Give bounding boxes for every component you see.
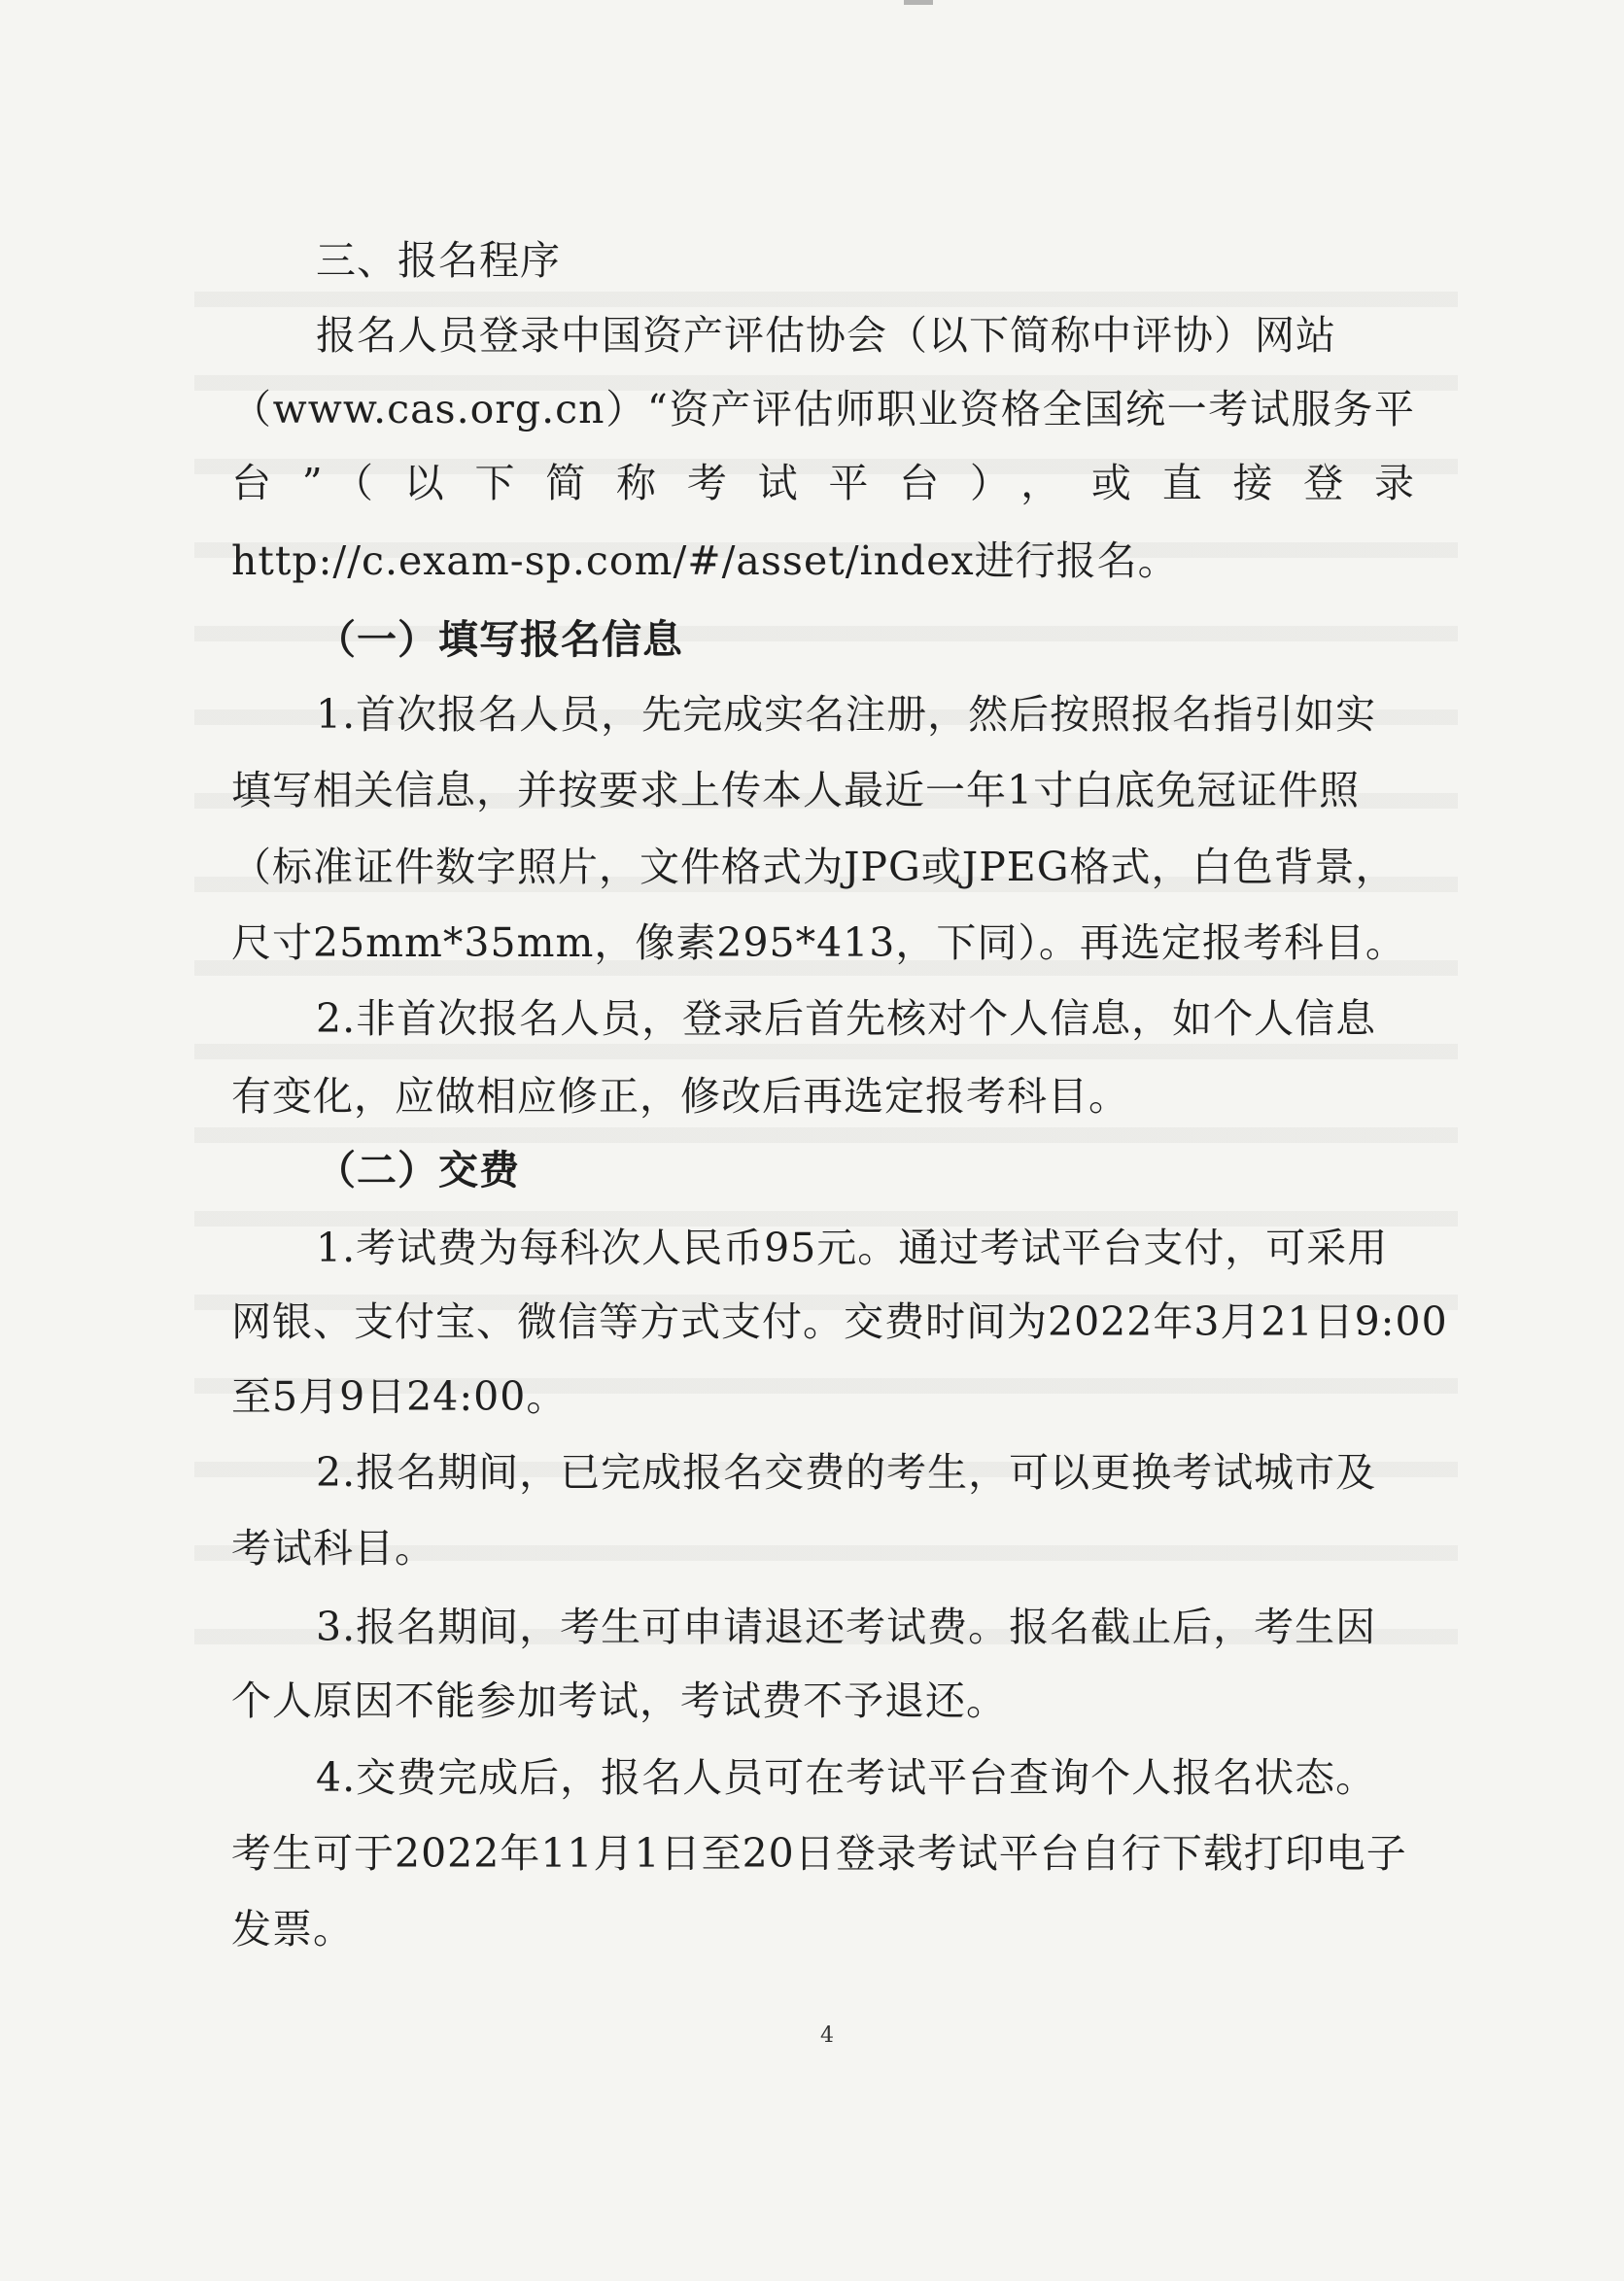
- subsection-title-fill-info: （一）填写报名信息: [316, 616, 683, 663]
- section-title: 三、报名程序: [316, 237, 561, 284]
- payment-line-4: 2.报名期间，已完成报名交费的考生，可以更换考试城市及: [316, 1449, 1377, 1496]
- payment-line-8: 4.交费完成后，报名人员可在考试平台查询个人报名状态。: [316, 1754, 1377, 1801]
- fill-info-line-6: 有变化，应做相应修正，修改后再选定报考科目。: [231, 1073, 1129, 1120]
- subsection-title-payment: （二）交费: [316, 1147, 520, 1193]
- fill-info-line-4: 尺寸25mm*35mm，像素295*413，下同）。再选定报考科目。: [231, 919, 1406, 966]
- fill-info-line-5: 2.非首次报名人员，登录后首先核对个人信息，如个人信息: [316, 995, 1377, 1042]
- payment-line-3: 至5月9日24:00。: [231, 1373, 568, 1420]
- intro-line-1: 报名人员登录中国资产评估协会（以下简称中评协）网站: [316, 312, 1336, 359]
- fill-info-line-3: （标准证件数字照片，文件格式为JPG或JPEG格式，白色背景，: [231, 844, 1397, 890]
- fill-info-line-2: 填写相关信息，并按要求上传本人最近一年1寸白底免冠证件照: [231, 767, 1361, 813]
- fill-info-line-1: 1.首次报名人员，先完成实名注册，然后按照报名指引如实: [316, 691, 1377, 738]
- payment-line-7: 个人原因不能参加考试，考试费不予退还。: [231, 1677, 1007, 1724]
- page-number: 4: [820, 2023, 834, 2048]
- intro-line-4: http://c.exam-sp.com/#/asset/index进行报名。: [231, 537, 1179, 584]
- payment-line-2: 网银、支付宝、微信等方式支付。交费时间为2022年3月21日9:00: [231, 1298, 1448, 1345]
- intro-line-2: （www.cas.org.cn）“资产评估师职业资格全国统一考试服务平: [231, 386, 1415, 432]
- scan-mark: [904, 0, 933, 5]
- payment-line-5: 考试科目。: [231, 1525, 435, 1572]
- payment-line-6: 3.报名期间，考生可申请退还考试费。报名截止后，考生因: [316, 1604, 1377, 1650]
- payment-line-1: 1.考试费为每科次人民币95元。通过考试平台支付，可采用: [316, 1225, 1389, 1271]
- payment-line-9: 考生可于2022年11月1日至20日登录考试平台自行下载打印电子: [231, 1830, 1407, 1877]
- payment-line-10: 发票。: [231, 1906, 354, 1953]
- intro-line-3: 台”（以下简称考试平台），或直接登录: [231, 460, 1415, 506]
